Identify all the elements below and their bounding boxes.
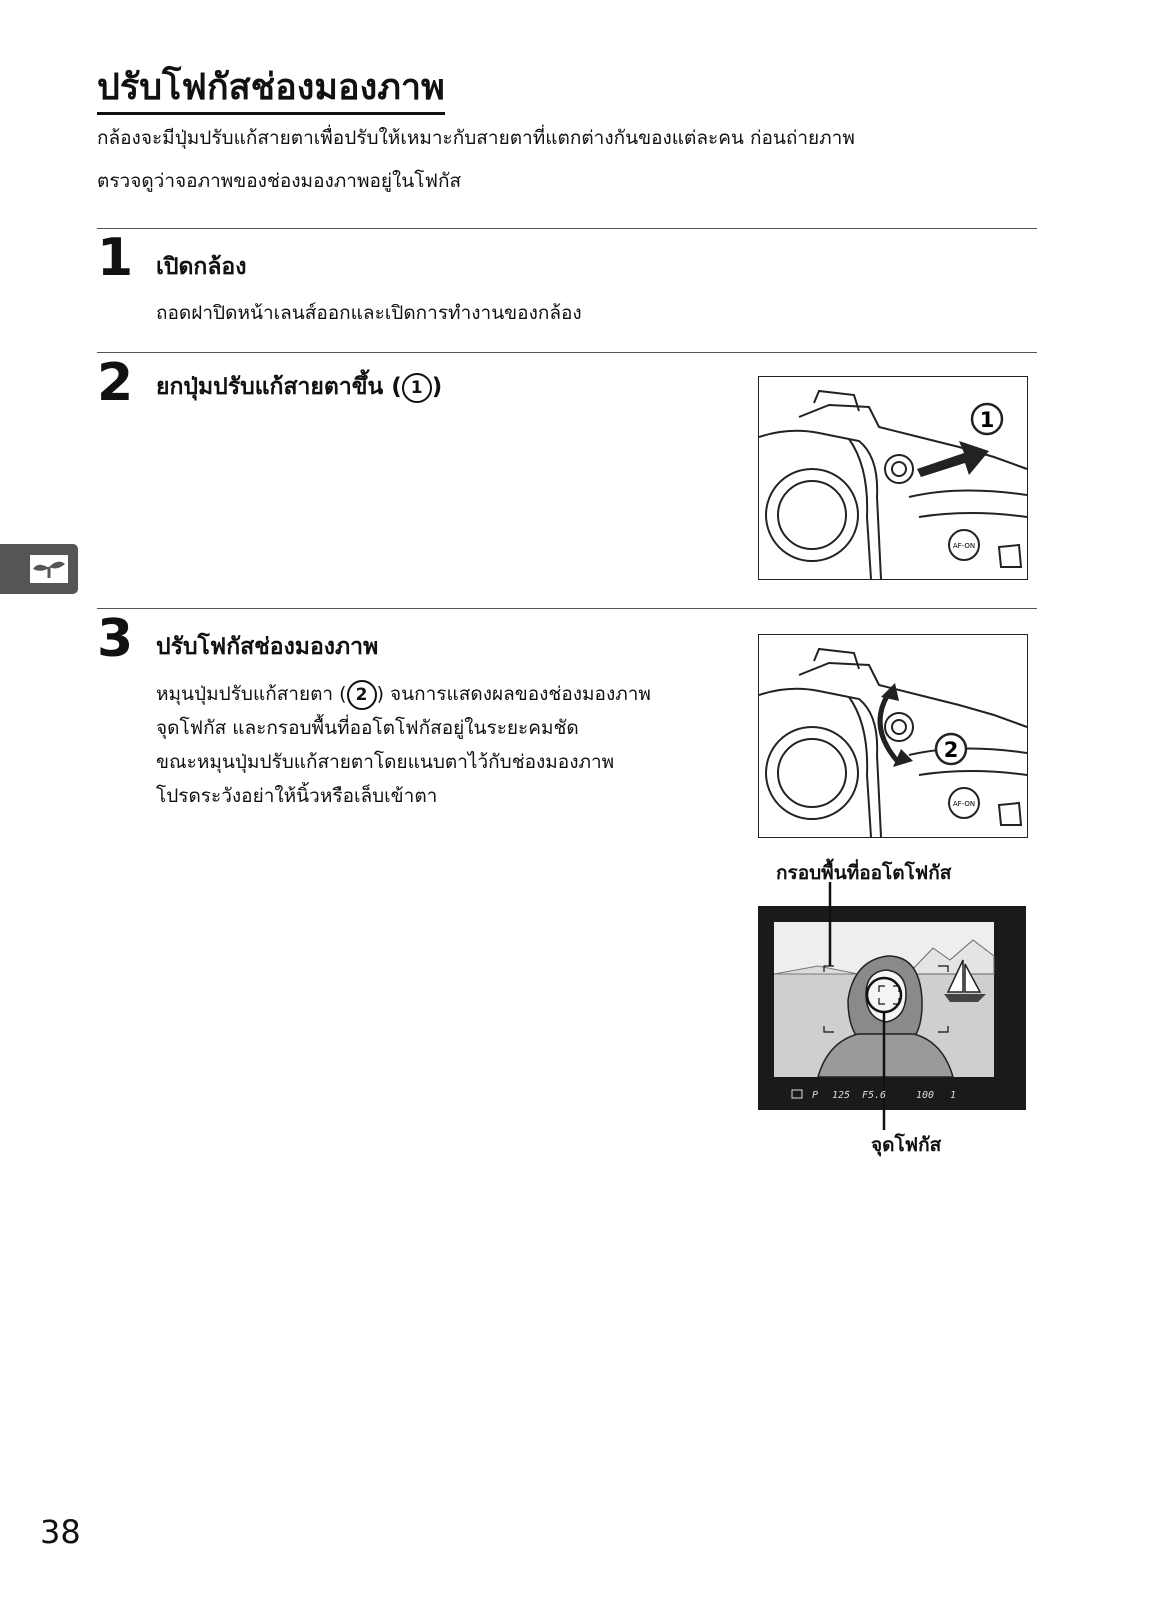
step-1-text: ถอดฝาปิดหน้าเลนส์ออกและเปิดการทำงานของกล้อง xyxy=(156,302,582,324)
readout-frames: 1 xyxy=(950,1090,957,1101)
viewfinder-illustration xyxy=(758,882,1048,1150)
camera-diopter-rotate-illustration xyxy=(758,634,1028,838)
step-3-text-line-3: ขณะหมุนปุ่มปรับแก้สายตาโดยแนบตาไว้กับช่องมองภาพ xyxy=(156,751,615,773)
step-3-text-line-2: จุดโฟกัส และกรอบพื้นที่ออโตโฟกัสอยู่ในระยะคมชัด xyxy=(156,717,579,739)
readout-shutter: 125 xyxy=(832,1090,851,1101)
step-2-title xyxy=(156,372,442,403)
divider xyxy=(97,608,1037,609)
af-area-brackets-label: กรอบพื้นที่ออโตโฟกัส xyxy=(776,862,952,884)
sprout-icon xyxy=(0,544,78,594)
af-on-button-label: AF-ON xyxy=(952,542,976,550)
page-number: 38 xyxy=(40,1513,81,1551)
step-3-text-prefix: หมุนปุ่มปรับแก้สายตา ( xyxy=(156,683,347,705)
readout-mode: P xyxy=(812,1090,819,1101)
page-title: ปรับโฟกัสช่องมองภาพ xyxy=(97,66,445,115)
camera-illustration-svg xyxy=(759,377,1027,579)
step-2-number: 2 xyxy=(97,353,134,413)
readout-aperture: F5.6 xyxy=(862,1090,887,1101)
intro-line-1: กล้องจะมีปุ่มปรับแก้สายตาเพื่อปรับให้เหมาะกับสายตาที่แตกต่างกันของแต่ละคน ก่อนถ่ายภาพ xyxy=(97,127,855,149)
callout-2: 2 xyxy=(943,738,959,762)
step-3-title: ปรับโฟกัสช่องมองภาพ xyxy=(156,634,379,660)
step-2-marker: 1 xyxy=(402,373,432,403)
step-2-title-suffix: ) xyxy=(431,374,443,400)
camera-diopter-raise-illustration xyxy=(758,376,1028,580)
af-on-button-label: AF-ON xyxy=(952,800,976,808)
step-3-text-suffix: ) จนการแสดงผลของช่องมองภาพ xyxy=(376,683,651,705)
step-2-title-text: ยกปุ่มปรับแก้สายตาขึ้น ( xyxy=(156,374,402,400)
step-1-number: 1 xyxy=(97,228,134,288)
step-3-text-line-1 xyxy=(156,678,651,711)
step-1-title: เปิดกล้อง xyxy=(156,254,247,280)
divider xyxy=(97,352,1037,353)
step-3-marker: 2 xyxy=(347,680,377,710)
step-3-number: 3 xyxy=(97,609,134,669)
divider xyxy=(97,228,1037,229)
section-tab xyxy=(0,544,78,594)
step-3-text-line-4: โปรดระวังอย่าให้นิ้วหรือเล็บเข้าตา xyxy=(156,785,438,807)
focus-point-label: จุดโฟกัส xyxy=(871,1134,942,1156)
callout-1: 1 xyxy=(979,408,995,432)
camera-illustration-svg xyxy=(759,635,1027,837)
intro-line-2: ตรวจดูว่าจอภาพของช่องมองภาพอยู่ในโฟกัส xyxy=(97,170,462,192)
readout-iso: 100 xyxy=(916,1090,935,1101)
